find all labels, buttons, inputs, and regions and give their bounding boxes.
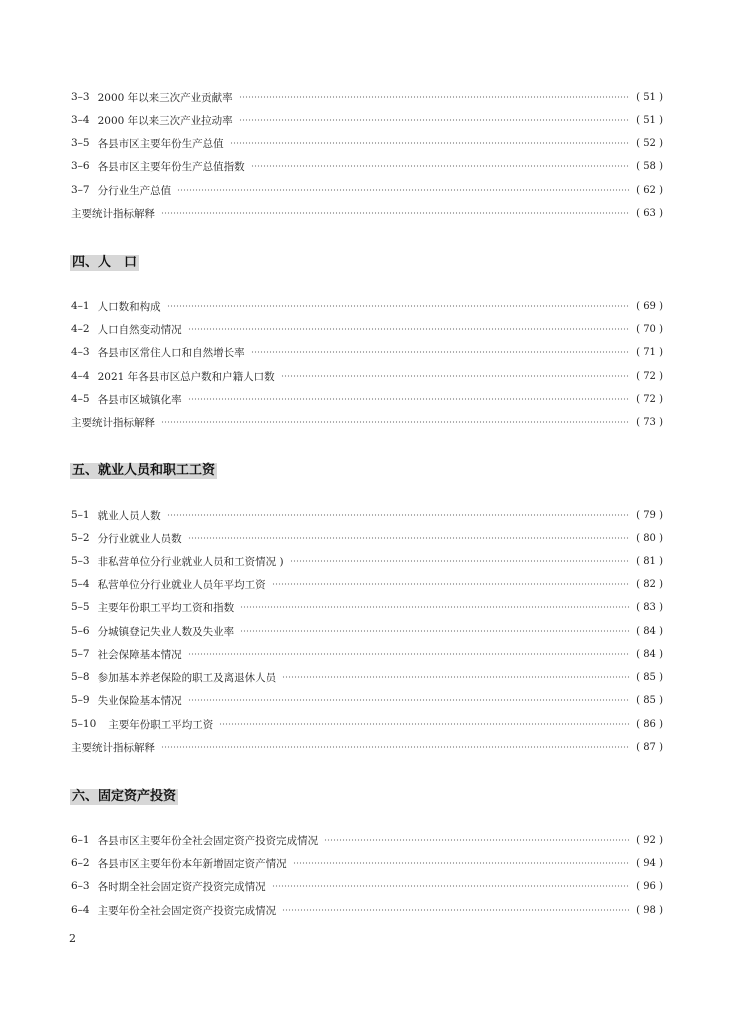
toc-entry[interactable] (71, 391, 663, 407)
dot-leader (239, 119, 630, 121)
dot-leader (188, 653, 630, 655)
toc-entry[interactable] (71, 646, 663, 662)
entry-page: ( 51 ) (636, 114, 663, 126)
entry-number: 4–4 (71, 370, 90, 382)
dot-leader (188, 699, 630, 701)
dot-leader (230, 142, 630, 144)
dot-leader (239, 96, 630, 98)
entry-title: 非私营单位分行业就业人员和工资情况 ) (97, 555, 284, 568)
dot-leader (161, 746, 630, 748)
entry-page: ( 94 ) (636, 857, 663, 869)
entry-title: 失业保险基本情况 (97, 694, 182, 707)
dot-leader (167, 514, 630, 516)
toc-entry[interactable] (71, 135, 663, 151)
dot-leader (251, 165, 630, 167)
entry-page: ( 79 ) (636, 509, 663, 521)
entry-page: ( 85 ) (636, 671, 663, 683)
entry-title: 主要年份全社会固定资产投资完成情况 (97, 904, 277, 917)
section-heading[interactable]: 四、人 口 (72, 255, 138, 270)
entry-title: 人口自然变动情况 (97, 323, 182, 336)
toc-entry[interactable] (71, 507, 663, 523)
entry-title: 私营单位分行业就业人员年平均工资 (97, 578, 266, 591)
entry-title: 各县市区主要年份本年新增固定资产情况 (97, 857, 287, 870)
dot-leader (188, 537, 630, 539)
entry-page: ( 69 ) (636, 300, 663, 312)
entry-page: ( 70 ) (636, 323, 663, 335)
section-heading[interactable]: 五、就业人员和职工工资 (72, 463, 216, 478)
entry-page: ( 86 ) (636, 718, 663, 730)
entry-page: ( 80 ) (636, 532, 663, 544)
toc-entry[interactable] (71, 530, 663, 546)
dot-leader (324, 839, 630, 841)
toc-entry[interactable] (71, 855, 663, 871)
entry-title: 各县市区城镇化率 (97, 393, 182, 406)
entry-number: 5–4 (71, 578, 90, 590)
dot-leader (281, 375, 630, 377)
dot-leader (272, 885, 630, 887)
dot-leader (167, 305, 630, 307)
entry-title: 2000 年以来三次产业拉动率 (97, 114, 233, 127)
toc-entry[interactable] (71, 716, 663, 732)
entry-number: 5–1 (71, 509, 90, 521)
entry-number: 4–3 (71, 346, 90, 358)
entry-number: 3–4 (71, 114, 90, 126)
entry-title: 主要年份职工平均工资 (108, 718, 214, 731)
entry-title: 主要统计指标解释 (71, 207, 155, 220)
entry-page: ( 58 ) (636, 160, 663, 172)
entry-title: 主要统计指标解释 (71, 416, 155, 429)
toc-entry[interactable] (71, 576, 663, 592)
entry-page: ( 72 ) (636, 370, 663, 382)
entry-number: 6–3 (71, 880, 90, 892)
toc-entry[interactable] (71, 692, 663, 708)
entry-title: 社会保障基本情况 (97, 648, 182, 661)
entry-title: 2021 年各县市区总户数和户籍人口数 (97, 370, 275, 383)
page-number: 2 (69, 932, 76, 945)
dot-leader (161, 421, 630, 423)
entry-number: 5–8 (71, 671, 90, 683)
dot-leader (293, 862, 630, 864)
toc-entry[interactable] (71, 89, 663, 105)
entry-title: 就业人员人数 (97, 509, 161, 522)
entry-page: ( 83 ) (636, 601, 663, 613)
entry-page: ( 85 ) (636, 694, 663, 706)
toc-entry[interactable] (71, 344, 663, 360)
entry-page: ( 72 ) (636, 393, 663, 405)
toc-entry[interactable] (71, 739, 663, 755)
entry-page: ( 63 ) (636, 207, 663, 219)
entry-title: 各县市区主要年份生产总值 (97, 137, 224, 150)
entry-number: 5–10 (71, 718, 97, 730)
entry-number: 4–2 (71, 323, 90, 335)
entry-number: 3–6 (71, 160, 90, 172)
entry-title: 2000 年以来三次产业贡献率 (97, 91, 233, 104)
entry-page: ( 82 ) (636, 578, 663, 590)
toc-entry[interactable] (71, 414, 663, 430)
entry-title: 主要统计指标解释 (71, 741, 155, 754)
entry-page: ( 87 ) (636, 741, 663, 753)
entry-number: 5–6 (71, 625, 90, 637)
dot-leader (282, 909, 630, 911)
entry-title: 人口数和构成 (97, 300, 161, 313)
entry-number: 6–1 (71, 834, 90, 846)
dot-leader (161, 212, 630, 214)
dot-leader (219, 723, 630, 725)
entry-title: 分城镇登记失业人数及失业率 (97, 625, 235, 638)
entry-number: 3–3 (71, 91, 90, 103)
entry-title: 参加基本养老保险的职工及离退休人员 (97, 671, 277, 684)
entry-title: 各县市区常住人口和自然增长率 (97, 346, 245, 359)
entry-number: 6–4 (71, 904, 90, 916)
toc-entry[interactable] (71, 182, 663, 198)
toc-entry[interactable] (71, 669, 663, 685)
entry-title: 分行业生产总值 (97, 184, 172, 197)
entry-number: 5–3 (71, 555, 90, 567)
entry-title: 各时期全社会固定资产投资完成情况 (97, 880, 266, 893)
dot-leader (177, 189, 630, 191)
dot-leader (290, 560, 631, 562)
entry-page: ( 84 ) (636, 648, 663, 660)
section-heading[interactable]: 六、固定资产投资 (72, 789, 177, 804)
toc-entry[interactable] (71, 368, 663, 384)
entry-page: ( 81 ) (636, 555, 663, 567)
toc-entry[interactable] (71, 321, 663, 337)
entry-title: 主要年份职工平均工资和指数 (97, 601, 235, 614)
dot-leader (240, 630, 630, 632)
toc-entry[interactable] (71, 623, 663, 639)
entry-number: 5–5 (71, 601, 90, 613)
toc-entry[interactable] (71, 112, 663, 128)
entry-number: 5–7 (71, 648, 90, 660)
toc-entry[interactable] (71, 599, 663, 615)
toc-entry[interactable] (71, 902, 663, 918)
dot-leader (240, 606, 630, 608)
toc-entry[interactable] (71, 158, 663, 174)
entry-number: 5–9 (71, 694, 90, 706)
entry-page: ( 98 ) (636, 904, 663, 916)
dot-leader (188, 328, 630, 330)
entry-page: ( 62 ) (636, 184, 663, 196)
entry-page: ( 52 ) (636, 137, 663, 149)
entry-number: 5–2 (71, 532, 90, 544)
dot-leader (282, 676, 630, 678)
entry-page: ( 92 ) (636, 834, 663, 846)
dot-leader (272, 583, 630, 585)
entry-title: 各县市区主要年份生产总值指数 (97, 160, 245, 173)
entry-title: 分行业就业人员数 (97, 532, 182, 545)
toc-entry[interactable] (71, 205, 663, 221)
entry-page: ( 84 ) (636, 625, 663, 637)
entry-page: ( 73 ) (636, 416, 663, 428)
entry-number: 4–1 (71, 300, 90, 312)
entry-number: 4–5 (71, 393, 90, 405)
dot-leader (251, 351, 630, 353)
entry-page: ( 51 ) (636, 91, 663, 103)
toc-entry[interactable] (71, 832, 663, 848)
dot-leader (188, 398, 630, 400)
toc-entry[interactable] (71, 298, 663, 314)
entry-number: 3–7 (71, 184, 90, 196)
entry-number: 3–5 (71, 137, 90, 149)
entry-title: 各县市区主要年份全社会固定资产投资完成情况 (97, 834, 319, 847)
toc-entry[interactable] (71, 553, 663, 569)
entry-page: ( 96 ) (636, 880, 663, 892)
toc-entry[interactable] (71, 878, 663, 894)
entry-page: ( 71 ) (636, 346, 663, 358)
entry-number: 6–2 (71, 857, 90, 869)
